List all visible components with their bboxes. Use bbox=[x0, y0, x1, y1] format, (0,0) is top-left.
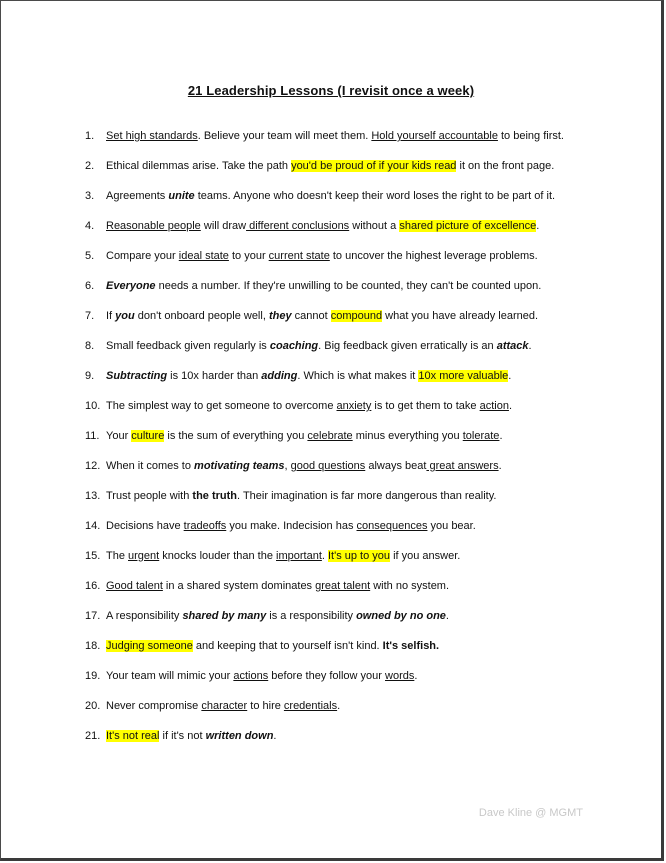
lesson-text-segment: . bbox=[508, 400, 513, 412]
highlighted-phrase: culture bbox=[131, 430, 165, 442]
underlined-phrase: words bbox=[385, 670, 415, 682]
lesson-text-segment: cannot bbox=[291, 310, 331, 322]
lesson-text-segment: A responsibility bbox=[106, 610, 183, 622]
lesson-item bbox=[85, 429, 564, 459]
lesson-text-segment: Trust people with bbox=[106, 490, 193, 502]
lesson-text-segment: The simplest way to get someone to overcome bbox=[106, 400, 337, 412]
lesson-text-segment: in a shared system dominates bbox=[162, 580, 316, 592]
lesson-text-segment: . bbox=[536, 220, 540, 232]
footer-credit: Dave Kline @ MGMT bbox=[478, 807, 583, 819]
lesson-text-segment: . bbox=[273, 730, 277, 742]
highlighted-phrase: shared picture of excellence bbox=[399, 220, 537, 232]
lesson-item bbox=[85, 219, 564, 249]
lesson-text-segment: don't onboard people well, bbox=[134, 310, 269, 322]
emphasized-phrase: shared by many bbox=[182, 610, 267, 622]
underlined-phrase: Reasonable people bbox=[106, 220, 201, 232]
lesson-text-segment: to being first. bbox=[497, 130, 564, 142]
lesson-text-segment: is 10x harder than bbox=[167, 370, 262, 382]
lesson-text-segment: what you have already learned. bbox=[382, 310, 539, 322]
lesson-text-segment: . bbox=[414, 670, 418, 682]
lesson-number: 19. bbox=[85, 670, 101, 682]
lesson-text-segment: will draw bbox=[200, 220, 247, 232]
lesson-text-segment: Agreements bbox=[106, 190, 169, 202]
underlined-phrase: Good talent bbox=[106, 580, 163, 592]
lesson-item bbox=[85, 339, 564, 369]
emphasized-phrase: attack bbox=[496, 340, 529, 352]
lesson-text-segment: . bbox=[508, 370, 512, 382]
document-title: 21 Leadership Lessons (I revisit once a week) bbox=[187, 83, 475, 98]
lesson-item bbox=[85, 549, 564, 579]
lesson-item bbox=[85, 699, 564, 729]
underlined-phrase: Set high standards bbox=[106, 130, 198, 142]
lesson-text-segment: Your bbox=[106, 430, 132, 442]
lesson-text bbox=[106, 729, 276, 759]
lesson-number: 5. bbox=[85, 250, 95, 262]
emphasized-phrase: adding bbox=[261, 370, 298, 382]
lesson-item bbox=[85, 249, 564, 279]
lesson-text-segment: . Which is what makes it bbox=[297, 370, 419, 382]
lesson-text bbox=[106, 459, 502, 489]
underlined-phrase: different conclusions bbox=[246, 220, 350, 232]
lesson-text-segment: minus everything you bbox=[352, 430, 463, 442]
highlighted-phrase: compound bbox=[330, 310, 383, 322]
underlined-phrase: great talent bbox=[315, 580, 371, 592]
lesson-number: 14. bbox=[85, 520, 101, 532]
emphasized-phrase: It's selfish. bbox=[382, 640, 440, 652]
lesson-text bbox=[106, 609, 449, 639]
underlined-phrase: Hold yourself accountable bbox=[371, 130, 498, 142]
lesson-number: 4. bbox=[85, 220, 95, 232]
lesson-item bbox=[85, 369, 564, 399]
lesson-text-segment: is a responsibility bbox=[266, 610, 357, 622]
lesson-text-segment: Ethical dilemmas arise. Take the path bbox=[106, 160, 292, 172]
lesson-text-segment: When it comes to bbox=[106, 460, 195, 472]
underlined-phrase: celebrate bbox=[307, 430, 353, 442]
lesson-text-segment: it on the front page. bbox=[456, 160, 555, 172]
lesson-number: 12. bbox=[85, 460, 101, 472]
lesson-number: 9. bbox=[85, 370, 95, 382]
lesson-number: 17. bbox=[85, 610, 101, 622]
lesson-number: 13. bbox=[85, 490, 101, 502]
lesson-number: 21. bbox=[85, 730, 101, 742]
lesson-text-segment: . Their imagination is far more dangerous than reality. bbox=[237, 490, 497, 502]
underlined-phrase: consequences bbox=[356, 520, 428, 532]
lesson-text bbox=[106, 339, 532, 369]
lesson-item bbox=[85, 729, 564, 759]
underlined-phrase: character bbox=[201, 700, 248, 712]
lesson-number: 10. bbox=[85, 400, 101, 412]
lesson-item bbox=[85, 129, 564, 159]
underlined-phrase: urgent bbox=[128, 550, 160, 562]
highlighted-phrase: 10x more valuable bbox=[418, 370, 509, 382]
underlined-phrase: good questions bbox=[290, 460, 366, 472]
underlined-phrase: ideal state bbox=[178, 250, 229, 262]
lesson-text-segment: . bbox=[528, 340, 532, 352]
highlighted-phrase: It's up to you bbox=[328, 550, 391, 562]
lessons-list bbox=[85, 129, 564, 759]
lesson-number: 8. bbox=[85, 340, 95, 352]
lesson-item bbox=[85, 189, 564, 219]
lesson-number: 6. bbox=[85, 280, 95, 292]
lesson-text-segment: . bbox=[499, 430, 503, 442]
underlined-phrase: action bbox=[479, 400, 509, 412]
lesson-text-segment: . Believe your team will meet them. bbox=[197, 130, 372, 142]
lesson-text-segment: . bbox=[498, 460, 502, 472]
lesson-text-segment: knocks louder than the bbox=[159, 550, 277, 562]
lesson-text-segment: before they follow your bbox=[268, 670, 386, 682]
lesson-number: 15. bbox=[85, 550, 101, 562]
lesson-text-segment: . bbox=[445, 610, 449, 622]
lesson-text-segment: is to get them to take bbox=[371, 400, 480, 412]
lesson-text-segment: Never compromise bbox=[106, 700, 202, 712]
lesson-text bbox=[106, 249, 538, 279]
lesson-number: 20. bbox=[85, 700, 101, 712]
lesson-text-segment: you bear. bbox=[427, 520, 476, 532]
underlined-phrase: tolerate bbox=[462, 430, 500, 442]
lesson-text-segment: to your bbox=[228, 250, 269, 262]
underlined-phrase: tradeoffs bbox=[183, 520, 227, 532]
lesson-text bbox=[106, 219, 539, 249]
lesson-number: 7. bbox=[85, 310, 95, 322]
lesson-text bbox=[106, 129, 564, 159]
lesson-text bbox=[106, 579, 449, 609]
lesson-text-segment: Your team will mimic your bbox=[106, 670, 234, 682]
lesson-text bbox=[106, 309, 538, 339]
lesson-number: 2. bbox=[85, 160, 95, 172]
highlighted-phrase: you'd be proud of if your kids read bbox=[291, 160, 457, 172]
lesson-item bbox=[85, 579, 564, 609]
emphasized-phrase: Everyone bbox=[106, 280, 156, 292]
lesson-text-segment: is the sum of everything you bbox=[164, 430, 308, 442]
lesson-item bbox=[85, 669, 564, 699]
lesson-item bbox=[85, 309, 564, 339]
lesson-number: 3. bbox=[85, 190, 95, 202]
underlined-phrase: current state bbox=[268, 250, 330, 262]
lesson-text-segment: The bbox=[106, 550, 129, 562]
lesson-text bbox=[106, 399, 512, 429]
emphasized-phrase: motivating teams bbox=[194, 460, 285, 472]
lesson-number: 11. bbox=[85, 430, 100, 442]
underlined-phrase: important bbox=[276, 550, 322, 562]
emphasized-phrase: the truth bbox=[192, 490, 238, 502]
underlined-phrase: anxiety bbox=[336, 400, 372, 412]
lesson-text-segment: to hire bbox=[247, 700, 284, 712]
lesson-item bbox=[85, 399, 564, 429]
lesson-item bbox=[85, 489, 564, 519]
lesson-text-segment: if you answer. bbox=[390, 550, 461, 562]
lesson-text bbox=[106, 669, 417, 699]
lesson-item bbox=[85, 159, 564, 189]
highlighted-phrase: Judging someone bbox=[106, 640, 193, 652]
lesson-item bbox=[85, 519, 564, 549]
emphasized-phrase: written down bbox=[205, 730, 274, 742]
emphasized-phrase: they bbox=[268, 310, 292, 322]
underlined-phrase: actions bbox=[233, 670, 269, 682]
lesson-number: 16. bbox=[85, 580, 101, 592]
lesson-text-segment: . Big feedback given erratically is an bbox=[318, 340, 497, 352]
lesson-text bbox=[106, 549, 460, 579]
lesson-text bbox=[106, 519, 476, 549]
lesson-text-segment: always beat bbox=[365, 460, 427, 472]
lesson-text bbox=[106, 639, 439, 669]
lesson-text-segment: and keeping that to yourself isn't kind. bbox=[192, 640, 383, 652]
emphasized-phrase: Subtracting bbox=[106, 370, 168, 382]
lesson-text bbox=[106, 699, 340, 729]
emphasized-phrase: you bbox=[115, 310, 135, 322]
lesson-text-segment: to uncover the highest leverage problems. bbox=[329, 250, 538, 262]
lesson-text-segment: with no system. bbox=[370, 580, 450, 592]
lesson-item bbox=[85, 459, 564, 489]
lesson-text-segment: , bbox=[284, 460, 291, 472]
lesson-number: 18. bbox=[85, 640, 101, 652]
lesson-text bbox=[106, 189, 555, 219]
lesson-text bbox=[106, 369, 511, 399]
lesson-text-segment: teams. Anyone who doesn't keep their word loses the right to be part of it. bbox=[194, 190, 556, 202]
lesson-text bbox=[106, 429, 503, 459]
lesson-text-segment: If bbox=[106, 310, 116, 322]
lesson-text-segment: without a bbox=[349, 220, 400, 232]
highlighted-phrase: It's not real bbox=[106, 730, 160, 742]
lesson-text-segment: if it's not bbox=[159, 730, 206, 742]
lesson-number: 1. bbox=[85, 130, 95, 142]
emphasized-phrase: owned by no one bbox=[356, 610, 446, 622]
lesson-text-segment: Small feedback given regularly is bbox=[106, 340, 270, 352]
lesson-text-segment: Compare your bbox=[106, 250, 179, 262]
lesson-text-segment: . bbox=[337, 700, 341, 712]
lesson-item bbox=[85, 279, 564, 309]
lesson-text bbox=[106, 279, 541, 309]
lesson-text bbox=[106, 489, 496, 519]
lesson-item bbox=[85, 639, 564, 669]
lesson-text bbox=[106, 159, 554, 189]
emphasized-phrase: coaching bbox=[269, 340, 319, 352]
lesson-text-segment: you make. Indecision has bbox=[226, 520, 357, 532]
lesson-text-segment: needs a number. If they're unwilling to be counted, they can't be counted upon. bbox=[155, 280, 542, 292]
underlined-phrase: credentials bbox=[283, 700, 338, 712]
lesson-item bbox=[85, 609, 564, 639]
emphasized-phrase: unite bbox=[168, 190, 195, 202]
lesson-text-segment: . bbox=[321, 550, 328, 562]
underlined-phrase: great answers bbox=[426, 460, 499, 472]
lesson-text-segment: Decisions have bbox=[106, 520, 184, 532]
